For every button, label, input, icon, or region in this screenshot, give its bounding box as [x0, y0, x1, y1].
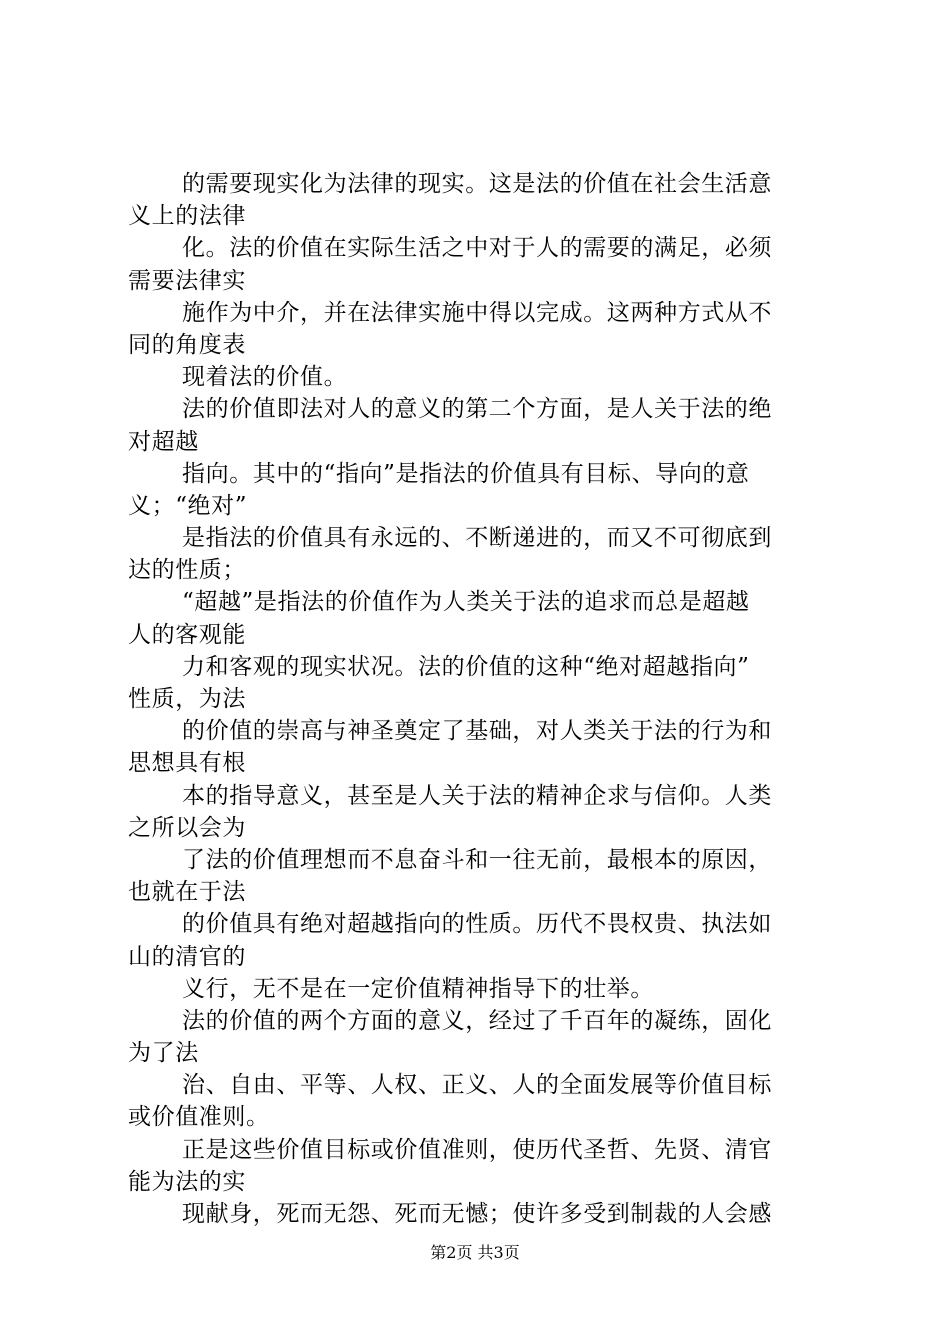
text-line: 为了法 [128, 1040, 199, 1067]
text-line: 也就在于法 [128, 879, 246, 906]
text-line: 化。法的价值在实际生活之中对于人的需要的满足，必须 [182, 235, 772, 262]
text-line: 了法的价值理想而不息奋斗和一往无前，最根本的原因， [182, 846, 772, 873]
text-line: 山的清官的 [128, 943, 246, 970]
text-line: 正是这些价值目标或价值准则，使历代圣哲、先贤、清官 [182, 1136, 772, 1163]
text-line: 治、自由、平等、人权、正义、人的全面发展等价值目标 [182, 1072, 772, 1099]
text-line: 指向。其中的“指向”是指法的价值具有目标、导向的意 [182, 460, 750, 487]
text-line: 法的价值的两个方面的意义，经过了千百年的凝练，固化 [182, 1007, 772, 1034]
page-footer: 第2页 共3页 [430, 1243, 520, 1262]
text-line: 之所以会为 [128, 814, 246, 841]
text-line: 能为法的实 [128, 1168, 246, 1195]
text-line: 现着法的价值。 [182, 364, 348, 391]
text-line: 本的指导意义，甚至是人关于法的精神企求与信仰。人类 [182, 782, 772, 809]
text-line: 法的价值即法对人的意义的第二个方面，是人关于法的绝 [182, 396, 772, 423]
text-line: 性质，为法 [128, 686, 246, 712]
text-line: 的价值具有绝对超越指向的性质。历代不畏权贵、执法如 [182, 911, 772, 938]
text-line: 思想具有根 [128, 750, 246, 777]
text-line: 人的客观能 [128, 621, 246, 648]
text-line: 同的角度表 [128, 331, 246, 358]
text-line: 力和客观的现实状况。法的价值的这种“绝对超越指向” [182, 653, 750, 680]
text-line: 或价值准则。 [128, 1104, 270, 1131]
text-line: 的需要现实化为法律的现实。这是法的价值在社会生活意 [182, 171, 772, 197]
text-line: 需要法律实 [128, 267, 246, 294]
text-line: 现献身，死而无怨、死而无憾；使许多受到制裁的人会感 [182, 1201, 772, 1227]
text-line: 是指法的价值具有永远的、不断递进的，而又不可彻底到 [182, 525, 772, 552]
text-line: “超越”是指法的价值作为人类关于法的追求而总是超越 [182, 589, 750, 616]
text-line: 义；“绝对” [128, 492, 248, 519]
text-line: 义上的法律 [128, 203, 246, 230]
text-line: 对超越 [128, 428, 199, 455]
text-line: 的价值的崇高与神圣奠定了基础，对人类关于法的行为和 [182, 718, 772, 745]
body-text [128, 168, 838, 1230]
text-line: 达的性质； [128, 557, 246, 584]
text-line: 义行，无不是在一定价值精神指导下的壮举。 [182, 975, 654, 1002]
text-line: 施作为中介，并在法律实施中得以完成。这两种方式从不 [182, 299, 772, 326]
